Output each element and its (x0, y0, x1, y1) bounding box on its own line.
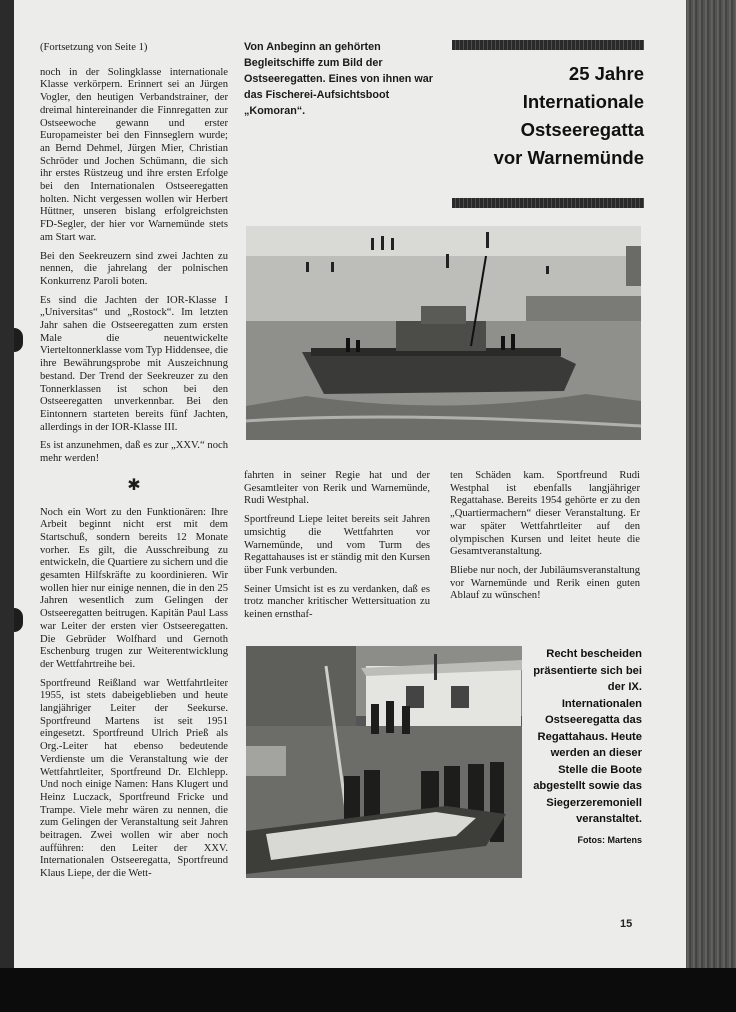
bottom-shadow (0, 968, 736, 1012)
paragraph: Bliebe nur noch, der Jubiläumsveranstaltung vor Warnemünde und Rerik einen guten Ablauf zu wünschen! (450, 564, 640, 602)
book-spine (686, 0, 736, 968)
photo-caption-top: Von Anbeginn an gehörten Begleitschiffe zum Bild der Ostseeregatten. Eines von ihnen war das Fischerei-Aufsichtsboot „Komoran“. (244, 41, 434, 117)
regattahaus-photo (246, 646, 522, 878)
photo-caption-side-text: Recht bescheiden präsentierte sich bei der IX. Internationalen Ostseeregatta das Regattahaus. Heute werden an dieser Stelle die Boote abgestellt sowie das Siegerzeremoniell veranstaltet. (533, 648, 642, 825)
headline-line: vor Warnemünde (493, 147, 644, 168)
headline-line: Internationale (522, 91, 644, 112)
photo-credit: Fotos: Martens (577, 834, 642, 845)
punch-hole (14, 608, 23, 632)
left-column (40, 42, 228, 887)
headline (452, 60, 644, 172)
paragraph: Sportfreund Reißland war Wettfahrtleiter 1955, ist stets dabeigeblieben und heute langjähriger Leiter der Seekurse. Sportfreund Martens ist seit 1951 eingesetzt. Sportfreund Ulrich Prieß als Org.-Leiter hat ebenso bedeutende Verdienste um die Veranstaltung wie der Wettfahrtleiter, Sportfreund Dr. Elchlepp. Und noch einige Namen: Hans Klugert und Heinz Luczack, Sportfreund Fricke und Trampe. Viele mehr wären zu nennen, die zum Gelingen der Veranstaltung seit Jahren beitragen. Zwei wollen wir aber noch aufführen: den Leiter der XXV. Internationalen Ostseeregatta, Sportfreund Klaus Liepe, der die Wett- (40, 677, 228, 880)
paragraph: Es sind die Jachten der IOR-Klasse I „Universitas“ und „Rostock“. Im letzten Jahr sahen die Ostseeregatten zum ersten Male die neuentwickelte Vierteltonnerklasse vom Typ Hiddensee, die ihre Bewährungsprobe mit Auszeichnung bestand. Der Trend der Seekreuzer zu den Tonnerklassen ist schon bei den Ostseeregatten unverkennbar. Bei den Eintonnern starteten bereits fünf Jachten, allerdings in der IOR-Klasse III. (40, 294, 228, 433)
boat-photo-image (246, 226, 641, 440)
paragraph: Noch ein Wort zu den Funktionären: Ihre Arbeit beginnt nicht erst mit dem Startschuß, sondern bereits 12 Monate vorher. Es gilt, die Ausschreibung zu entwickeln, die Quartiere zu sichern und die gesamten Hilfskräfte zu koordinieren. Wir wollen hier nur einige nennen, die in den 25 Jahren wesentlich zum Gelingen der Ostseeregatten beitrugen. Kapitän Paul Lass war Leiter der ersten vier Ostseeregatten. Die Gebrüder Wolfhard und Gernoth Eschenburg trugen zur Weiterentwicklung der Wettfahrtreihe bei. (40, 506, 228, 670)
binding-edge (0, 0, 14, 968)
paragraph: fahrten in seiner Regie hat und der Gesamtleiter von Rerik und Warnemünde, Rudi Westphal. (244, 470, 430, 507)
headline-bar-top (452, 40, 644, 50)
headline-line: Ostseeregatta (520, 119, 644, 140)
paragraph: Seiner Umsicht ist es zu verdanken, daß es trotz mancher kritischer Wettersituation zu keinen ernsthaf- (244, 583, 430, 621)
punch-hole (14, 328, 23, 352)
page-number: 15 (620, 918, 633, 930)
paragraph: noch in der Solingklasse internationale Klasse verkörpern. Erinnert sei an Jürgen Vogler, den heutigen Verbandstrainer, der dreimal hintereinander die Finnregatten zur Ostseewoche gewann und erster Europameister bei den Finnseglern wurde; an Bernd Dehmel, Jürgen Mier, Christian Schröder und Jochen Schümann, die sich ihr erstes Rüstzeug und ihre ersten Erfolge bei den Internationalen Ostseeregatten holten. Nicht vergessen wollen wir Herbert Hüttner, unseren bislang erfolgreichsten FD-Segler, der hier vor Warnemünde stets am Start war. (40, 66, 228, 243)
paragraph: ten Schäden kam. Sportfreund Rudi Westphal ist ebenfalls langjähriger Regattahase. Bereits 1954 gehörte er zu den „Quartiermachern“ dieser Veranstaltung. Er war später Wettfahrtleiter auf den olympischen Kursen und leitet heute die Gesamtveranstaltung. (450, 470, 640, 558)
headline-bar-bottom (452, 198, 644, 208)
photo-caption-side (528, 646, 642, 848)
boat-photo (246, 226, 641, 440)
headline-line: 25 Jahre (568, 63, 644, 84)
section-separator: ✱ (127, 476, 141, 494)
paragraph: Bei den Seekreuzern sind zwei Jachten zu nennen, die jahrelang der polnischen Konkurrenz Paroli boten. (40, 250, 228, 287)
right-column (450, 470, 640, 609)
middle-column (244, 470, 430, 628)
paragraph: Sportfreund Liepe leitet bereits seit Jahren umsichtig die Wettfahrten vor Warnemünde, und vom Turm des Regattahauses ist er ständig mit den Kursen über Funk verbunden. (244, 514, 430, 576)
continuation-note: (Fortsetzung von Seite 1) (40, 42, 148, 53)
regattahaus-photo-image (246, 646, 522, 878)
paragraph: Es ist anzunehmen, daß es zur „XXV.“ noch mehr werden! (40, 440, 228, 465)
